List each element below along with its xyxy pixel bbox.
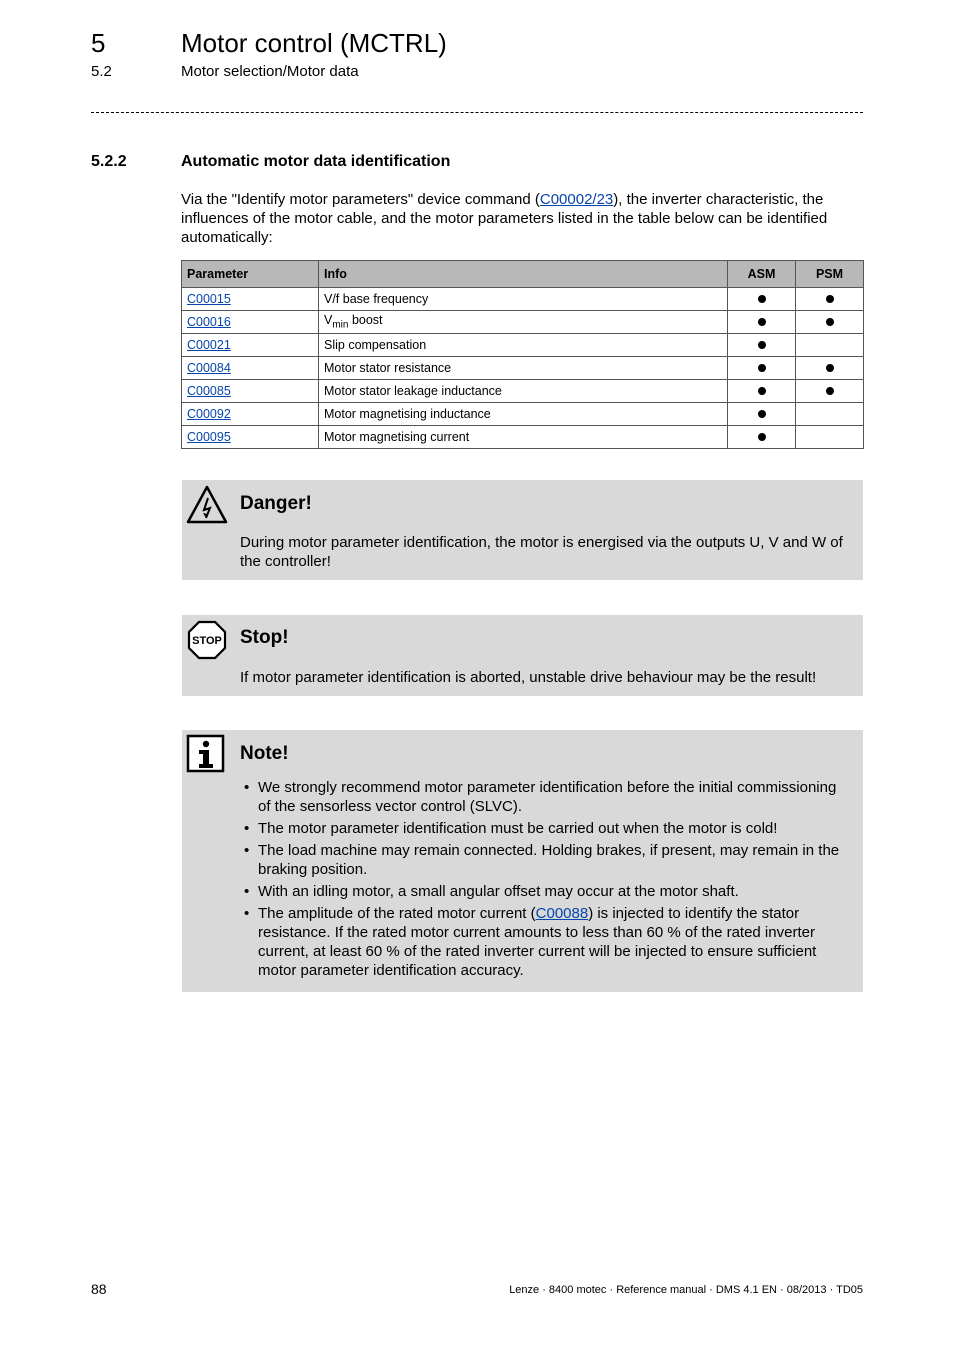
asm-cell bbox=[728, 357, 796, 380]
parameter-table bbox=[181, 260, 864, 449]
note-item-3: • The load machine may remain connected. Holding brakes, if present, may remain in the braking position. bbox=[240, 841, 840, 879]
intro-text-before: Via the "Identify motor parameters" device command ( bbox=[181, 191, 540, 208]
header-divider bbox=[91, 112, 863, 113]
asm-supported-dot-icon bbox=[758, 295, 766, 303]
asm-supported-dot-icon bbox=[758, 387, 766, 395]
psm-supported-dot-icon bbox=[826, 387, 834, 395]
note-box bbox=[182, 730, 863, 992]
psm-cell bbox=[796, 334, 864, 357]
page-number: 88 bbox=[91, 1281, 107, 1297]
parameter-link[interactable]: C00092 bbox=[187, 407, 231, 421]
table-row bbox=[182, 334, 864, 357]
parameter-link[interactable]: C00016 bbox=[187, 315, 231, 329]
psm-cell bbox=[796, 357, 864, 380]
note-item-5 bbox=[240, 904, 840, 980]
psm-cell bbox=[796, 403, 864, 426]
stop-text: If motor parameter identification is aborted, unstable drive behaviour may be the result! bbox=[240, 669, 817, 686]
info-text: V/f base frequency bbox=[324, 292, 429, 306]
column-header-psm: PSM bbox=[796, 261, 864, 288]
psm-supported-dot-icon bbox=[826, 318, 834, 326]
chapter-title: Motor control (MCTRL) bbox=[181, 28, 447, 58]
danger-box bbox=[182, 480, 863, 580]
note-title: Note! bbox=[240, 743, 289, 764]
note-item-5-before: The amplitude of the rated motor current ( bbox=[258, 905, 536, 922]
high-voltage-warning-icon bbox=[186, 484, 226, 524]
intro-text-after: ), the inverter characteristic, the influences of the motor cable, and the motor parameters listed in the table below can be identified automatically: bbox=[181, 191, 828, 246]
note-item-5-after: ) is injected to identify the stator resistance. If the rated motor current amounts to less than 60 % of the rated inverter current, at least 60 % of the rated inverter current will be injected to ensure sufficient motor parameter identification accuracy. bbox=[258, 905, 817, 979]
info-cell bbox=[319, 380, 728, 403]
asm-supported-dot-icon bbox=[758, 341, 766, 349]
psm-cell bbox=[796, 311, 864, 334]
info-cell bbox=[319, 311, 728, 334]
danger-title: Danger! bbox=[240, 493, 312, 514]
psm-cell bbox=[796, 426, 864, 449]
note-item-4: • With an idling motor, a small angular offset may occur at the motor shaft. bbox=[240, 882, 840, 901]
section-number: 5.2 bbox=[91, 63, 112, 80]
intro-paragraph bbox=[181, 190, 863, 247]
info-subscript: min bbox=[332, 319, 349, 331]
parameter-link-c00088[interactable]: C00088 bbox=[535, 905, 589, 922]
info-text: V bbox=[324, 313, 333, 328]
footer-doc-info: Lenze · 8400 motec · Reference manual · DMS 4.1 EN · 08/2013 · TD05 bbox=[509, 1284, 863, 1296]
asm-supported-dot-icon bbox=[758, 410, 766, 418]
note-item-2: • The motor parameter identification must be carried out when the motor is cold! bbox=[240, 819, 840, 838]
asm-cell bbox=[728, 311, 796, 334]
stop-sign-text: STOP bbox=[192, 635, 222, 647]
parameter-cell bbox=[182, 357, 319, 380]
section-title: Motor selection/Motor data bbox=[181, 63, 359, 80]
asm-cell bbox=[728, 380, 796, 403]
info-cell bbox=[319, 288, 728, 311]
table-row bbox=[182, 380, 864, 403]
parameter-cell bbox=[182, 426, 319, 449]
asm-cell bbox=[728, 426, 796, 449]
info-text: Motor stator resistance bbox=[324, 361, 452, 375]
parameter-cell bbox=[182, 311, 319, 334]
parameter-cell bbox=[182, 288, 319, 311]
info-text-after: boost bbox=[348, 313, 383, 328]
parameter-link[interactable]: C00085 bbox=[187, 384, 231, 398]
psm-cell bbox=[796, 380, 864, 403]
danger-text: During motor parameter identification, the motor is energised via the outputs U, V and W of the controller! bbox=[240, 534, 843, 570]
info-cell bbox=[319, 426, 728, 449]
parameter-cell bbox=[182, 380, 319, 403]
note-content bbox=[240, 778, 840, 983]
table-body bbox=[182, 288, 864, 449]
note-list bbox=[240, 778, 840, 980]
asm-cell bbox=[728, 288, 796, 311]
info-text: Motor magnetising inductance bbox=[324, 407, 491, 421]
table-row bbox=[182, 311, 864, 334]
subsection-number: 5.2.2 bbox=[91, 153, 127, 170]
psm-supported-dot-icon bbox=[826, 295, 834, 303]
asm-cell bbox=[728, 334, 796, 357]
subsection-title: Automatic motor data identification bbox=[181, 153, 451, 170]
parameter-link[interactable]: C00095 bbox=[187, 430, 231, 444]
asm-supported-dot-icon bbox=[758, 364, 766, 372]
asm-supported-dot-icon bbox=[758, 433, 766, 441]
table-row bbox=[182, 288, 864, 311]
parameter-link[interactable]: C00084 bbox=[187, 361, 231, 375]
info-icon bbox=[186, 734, 226, 774]
asm-cell bbox=[728, 403, 796, 426]
column-header-asm: ASM bbox=[728, 261, 796, 288]
stop-sign-icon bbox=[186, 619, 226, 659]
note-item-1: • We strongly recommend motor parameter identification before the initial commissioning of the sensorless vector control (SLVC). bbox=[240, 778, 840, 816]
parameter-link[interactable]: C00021 bbox=[187, 338, 231, 352]
column-header-info: Info bbox=[319, 261, 728, 288]
table-row bbox=[182, 403, 864, 426]
info-cell bbox=[319, 334, 728, 357]
table-row bbox=[182, 426, 864, 449]
info-cell bbox=[319, 357, 728, 380]
column-header-parameter: Parameter bbox=[182, 261, 319, 288]
chapter-number: 5 bbox=[91, 28, 106, 58]
info-text: Slip compensation bbox=[324, 338, 427, 352]
table-row bbox=[182, 357, 864, 380]
info-text: Motor magnetising current bbox=[324, 430, 470, 444]
stop-box bbox=[182, 615, 863, 696]
parameter-link[interactable]: C00015 bbox=[187, 292, 231, 306]
stop-title: Stop! bbox=[240, 627, 289, 648]
table-header-row bbox=[182, 261, 864, 288]
asm-supported-dot-icon bbox=[758, 318, 766, 326]
info-cell bbox=[319, 403, 728, 426]
psm-supported-dot-icon bbox=[826, 364, 834, 372]
parameter-link-c00002[interactable]: C00002/23 bbox=[539, 191, 614, 208]
info-text: Motor stator leakage inductance bbox=[324, 384, 502, 398]
parameter-cell bbox=[182, 334, 319, 357]
parameter-cell bbox=[182, 403, 319, 426]
psm-cell bbox=[796, 288, 864, 311]
